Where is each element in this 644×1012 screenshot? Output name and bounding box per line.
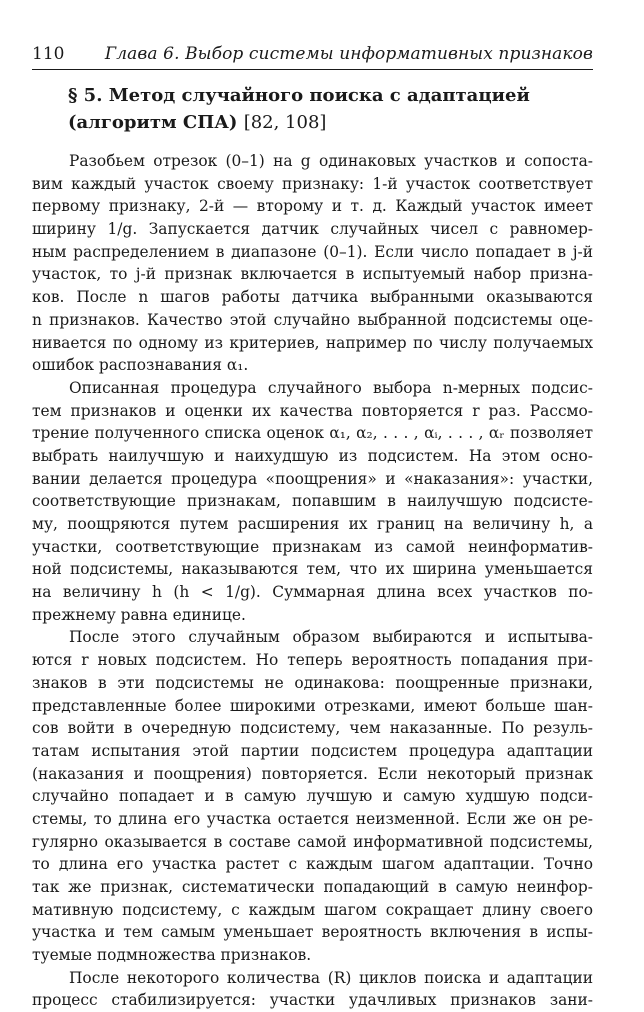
text-line: (наказания и поощрения) повторяется. Если некоторый признак [32, 764, 593, 783]
page-number: 110 [32, 44, 65, 64]
body-text [32, 150, 593, 1012]
text-line: ширину 1/g. Запускается датчик случайных чисел с равномер- [32, 220, 593, 239]
text-line: туемые подмножества признаков. [32, 946, 312, 965]
text-line: сов войти в очередную подсистему, чем наказанные. По резуль- [32, 719, 593, 738]
text-line: первому признаку, 2-й — второму и т. д. Каждый участок имеет [32, 197, 593, 216]
text-line: тем признаков и оценки их качества повторяется r раз. Рассмо- [32, 401, 593, 420]
text-line: Описанная процедура случайного выбора n-мерных подсис- [69, 378, 593, 397]
text-line: ным распределением в диапазоне (0–1). Если число попадает в j-й [32, 242, 593, 261]
text-line: вании делается процедура «поощрения» и «наказания»: участки, [32, 469, 593, 488]
section-title-line-1: § 5. Метод случайного поиска с адаптацией [68, 85, 530, 106]
text-line: ков. После n шагов работы датчика выбранными оказываются [32, 288, 593, 307]
section-title [68, 82, 588, 136]
section-title-algorithm: (алгоритм СПА) [68, 112, 238, 133]
text-line: участка и тем самым уменьшает вероятность включения в испы- [32, 923, 593, 942]
text-line: то длина его участка растет с каждым шагом адаптации. Точно [32, 855, 593, 874]
text-line: ошибок распознавания α₁. [32, 356, 249, 375]
text-line: вим каждый участок своему признаку: 1-й участок соответствует [32, 174, 593, 193]
text-line: Разобьем отрезок (0–1) на g одинаковых участков и сопоста- [69, 152, 593, 170]
text-line: участки, соответствующие признакам из самой неинформатив- [32, 537, 593, 556]
text-line: знаков в эти подсистемы не одинакова: поощренные признаки, [32, 673, 593, 692]
text-line: на величину h (h < 1/g). Суммарная длина всех участков по- [32, 583, 593, 602]
text-line: прежнему равна единице. [32, 605, 246, 624]
text-line: ются r новых подсистем. Но теперь вероятность попадания при- [32, 651, 593, 670]
running-head: Глава 6. Выбор системы информативных признаков [104, 44, 593, 64]
text-line: После некоторого количества (R) циклов поиска и адаптации [69, 968, 593, 987]
page-header [32, 44, 593, 70]
text-line: представленные более широкими отрезками, имеют больше шан- [32, 696, 593, 715]
text-line: процесс стабилизируется: участки удачливых признаков зани- [32, 991, 593, 1010]
text-line: так же признак, систематически попадающий в самую неинфор- [32, 878, 593, 896]
text-line: стемы, то длина его участка остается неизменной. Если же он ре- [32, 809, 593, 828]
text-line: гулярно оказывается в составе самой информативной подсистемы, [32, 832, 593, 851]
text-line: После этого случайным образом выбираются и испытыва- [69, 628, 593, 647]
section-title-line-2 [68, 109, 588, 136]
text-line: мативную подсистему, с каждым шагом сокращает длину своего [32, 900, 593, 919]
section-references: [82, 108] [243, 112, 327, 133]
text-line: му, поощряются путем расширения их границ на величину h, а [32, 515, 593, 533]
text-line: ной подсистемы, наказываются тем, что их ширина уменьшается [32, 560, 593, 579]
text-line: трение полученного списка оценок α₁, α₂, . . . , αᵢ, . . . , αᵣ позволяет [32, 424, 593, 443]
text-line: случайно попадает и в самую лучшую и самую худшую подси- [32, 787, 593, 806]
header-rule [32, 69, 593, 70]
text-line: выбрать наилучшую и наихудшую из подсистем. На этом осно- [32, 446, 593, 465]
text-line: нивается по одному из критериев, например по числу получаемых [32, 333, 593, 352]
text-line: татам испытания этой партии подсистем процедура адаптации [32, 741, 593, 760]
text-line: n признаков. Качество этой случайно выбранной подсистемы оце- [32, 310, 593, 329]
text-line: участок, то j-й признак включается в испытуемый набор призна- [32, 265, 593, 284]
text-line: соответствующие признакам, попавшим в наилучшую подсисте- [32, 492, 593, 511]
